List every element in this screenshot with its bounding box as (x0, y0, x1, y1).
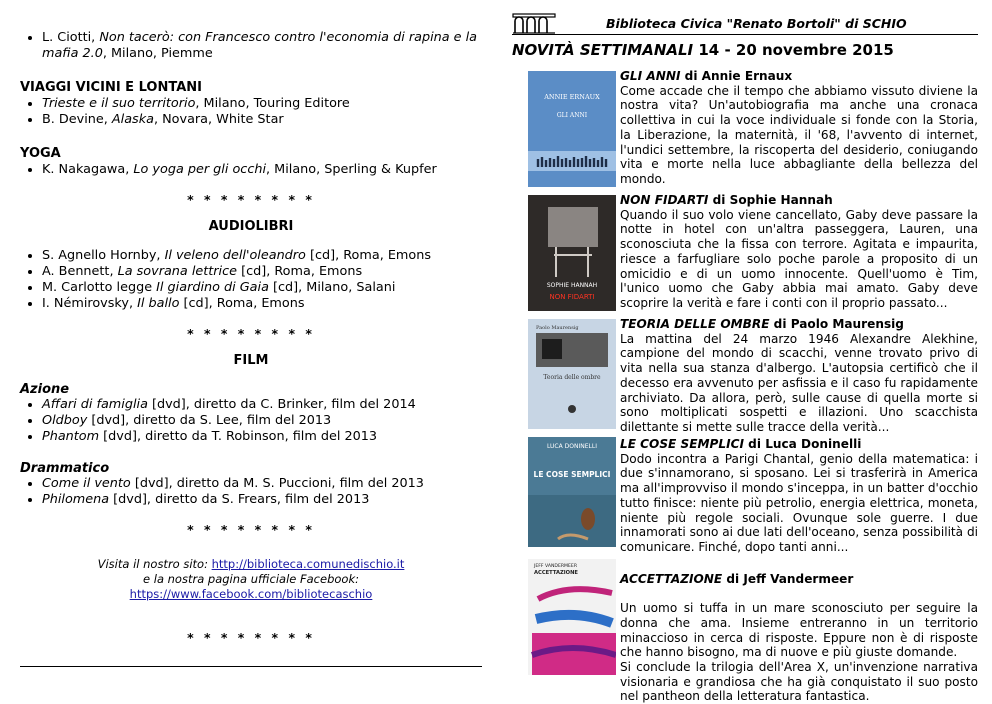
facebook-text: e la nostra pagina ufficiale Facebook: (143, 572, 359, 586)
svg-text:LE COSE SEMPLICI: LE COSE SEMPLICI (533, 470, 611, 479)
right-column (512, 12, 978, 704)
book-entry (512, 69, 978, 193)
book-entry (512, 317, 978, 437)
list-item: • I. Némirovsky, Il ballo [cd], Roma, Emons (42, 296, 482, 312)
left-column (20, 30, 482, 657)
svg-text:NON FIDARTI: NON FIDARTI (549, 293, 595, 301)
svg-text:Teoria delle ombre: Teoria delle ombre (543, 374, 601, 381)
list-item: • Phantom [dvd], diretto da T. Robinson, film del 2013 (42, 429, 482, 445)
genre-heading-azione: Azione (20, 382, 70, 397)
book-text: NON FIDARTI di Sophie Hannah Quando il suo volo viene cancellato, Gaby deve passare la notte in hotel con un'altra passeggera, Lauren, una sconosciuta che la fissa con terrore. Agitata e impaurita, riesce a farfugliare solo poche parole a proposito di un omicidio e di un uomo innocente. Quell'uomo è Tim, l'unico uomo che Gaby abbia mai amato. Gaby deve scoprire la verità e fare i conti con il proprio passato... (620, 193, 978, 310)
list-item: • K. Nakagawa, Lo yoga per gli occhi, Milano, Sperling & Kupfer (42, 162, 482, 178)
viaggi-list (20, 96, 482, 128)
visit-block (20, 557, 482, 602)
library-name: Biblioteca Civica "Renato Bortoli" di SCHIO (606, 16, 907, 31)
list-item: • M. Carlotto legge Il giardino di Gaia [cd], Milano, Salani (42, 280, 482, 296)
genre-heading-drammatico: Drammatico (20, 461, 110, 476)
book-text: TEORIA DELLE OMBRE di Paolo Maurensig La mattina del 24 marzo 1946 Alexandre Alekhine, campione del mondo di scacchi, venne trovato privo di vita nella sua stanza d'albergo. L'autopsia certificò che il decesso era avvenuto per asfissia e il caso fu rapidamente archiviato. Da allora, però, sulle cause di quella morte si sono moltiplicati sospetti e illazioni. Uno scacchista dilettante si mette sulle tracce della verità... (620, 317, 978, 434)
visit-text: Visita il nostro sito: (97, 557, 212, 571)
book-text: LE COSE SEMPLICI di Luca Doninelli Dodo incontra a Parigi Chantal, genio della matematica: i due s'innamorano, si sposano. Lei si trasferirà in America ma all'improvviso il mondo s'inceppa, in un batter d'occhio tutto finisce: niente più petrolio, energia elettrica, moneta, niente più regole sociali. Ovunque sole guerre. I due innamorati sono ai due lati dell'oceano, senza possibilità di comunicare. Finché, dopo tanti anni... (620, 437, 978, 554)
svg-text:JEFF VANDERMEER: JEFF VANDERMEER (534, 564, 578, 569)
book-entry (512, 437, 978, 557)
book-cover-teoria-delle-ombre (528, 319, 616, 429)
svg-text:Paolo Maurensig: Paolo Maurensig (536, 325, 579, 331)
page-title: NOVITÀ SETTIMANALI 14 - 20 novembre 2015 (512, 41, 894, 59)
section-heading-yoga: YOGA (20, 146, 61, 161)
facebook-link[interactable]: https://www.facebook.com/bibliotecaschio (129, 587, 373, 601)
stars-separator: * * * * * * * * (187, 192, 315, 207)
library-header (512, 12, 978, 35)
svg-text:LUCA DONINELLI: LUCA DONINELLI (547, 443, 597, 450)
drammatico-list (20, 476, 482, 508)
list-item: • Trieste e il suo territorio, Milano, Touring Editore (42, 96, 482, 112)
list-item: • Philomena [dvd], diretto da S. Frears, film del 2013 (42, 492, 482, 508)
book-entry (512, 193, 978, 317)
book-cover-gli-anni (528, 71, 616, 187)
yoga-list (20, 162, 482, 178)
stars-separator: * * * * * * * * (187, 630, 315, 645)
audiolibri-heading: AUDIOLIBRI (208, 219, 294, 234)
book-entry (512, 557, 978, 704)
book-text: GLI ANNI di Annie Ernaux Come accade che il tempo che abbiamo vissuto diviene la nostra vita? Un'autobiografia ma anche una cronaca collettiva in cui la voce individuale si fonde con la Storia, la Liberazione, la maternità, il '68, l'avvento di internet, l'undici settembre, la riscoperta del desiderio, coniugando vita e morte nella luce abbagliante della bellezza del mondo. (620, 69, 978, 186)
top-list (20, 30, 482, 62)
list-item: • Oldboy [dvd], diretto da S. Lee, film del 2013 (42, 413, 482, 429)
azione-list (20, 397, 482, 445)
list-item: • S. Agnello Hornby, Il veleno dell'oleandro [cd], Roma, Emons (42, 248, 482, 264)
book-cover-non-fidarti (528, 195, 616, 311)
book-text: ACCETTAZIONE di Jeff Vandermeer Un uomo si tuffa in un mare sconosciuto per seguire la donna che ama. Insieme entreranno in un territorio minaccioso in cerca di risposte. Eppure non è di risposte che hanno bisogno, ma di nuove e più giuste domande. Si conclude la trilogia dell'Area X, un'invenzione narrativa visionaria e grandiosa che ha già conquistato il suo posto nel pantheon della letteratura fantastica. (620, 571, 978, 704)
film-heading: FILM (233, 353, 269, 368)
section-heading-viaggi: VIAGGI VICINI E LONTANI (20, 80, 202, 95)
svg-text:ACCETTAZIONE: ACCETTAZIONE (534, 570, 578, 576)
list-item: • B. Devine, Alaska, Novara, White Star (42, 112, 482, 128)
svg-text:GLI ANNI: GLI ANNI (556, 112, 588, 119)
list-item: • A. Bennett, La sovrana lettrice [cd], Roma, Emons (42, 264, 482, 280)
site-link[interactable]: http://biblioteca.comunedischio.it (211, 557, 405, 571)
stars-separator: * * * * * * * * (187, 522, 315, 537)
book-cover-accettazione (528, 559, 616, 675)
list-item: • Come il vento [dvd], diretto da M. S. Puccioni, film del 2013 (42, 476, 482, 492)
svg-text:ANNIE ERNAUX: ANNIE ERNAUX (544, 93, 600, 101)
list-item: • L. Ciotti, Non tacerò: con Francesco contro l'economia di rapina e la mafia 2.0, Milano, Piemme (42, 30, 482, 62)
book-cover-le-cose-semplici (528, 437, 616, 547)
bottom-divider (20, 666, 482, 667)
svg-text:SOPHIE HANNAH: SOPHIE HANNAH (546, 282, 598, 289)
audiolibri-list (20, 248, 482, 312)
stars-separator: * * * * * * * * (187, 326, 315, 341)
list-item: • Affari di famiglia [dvd], diretto da C. Brinker, film del 2014 (42, 397, 482, 413)
library-logo-icon (512, 12, 556, 34)
